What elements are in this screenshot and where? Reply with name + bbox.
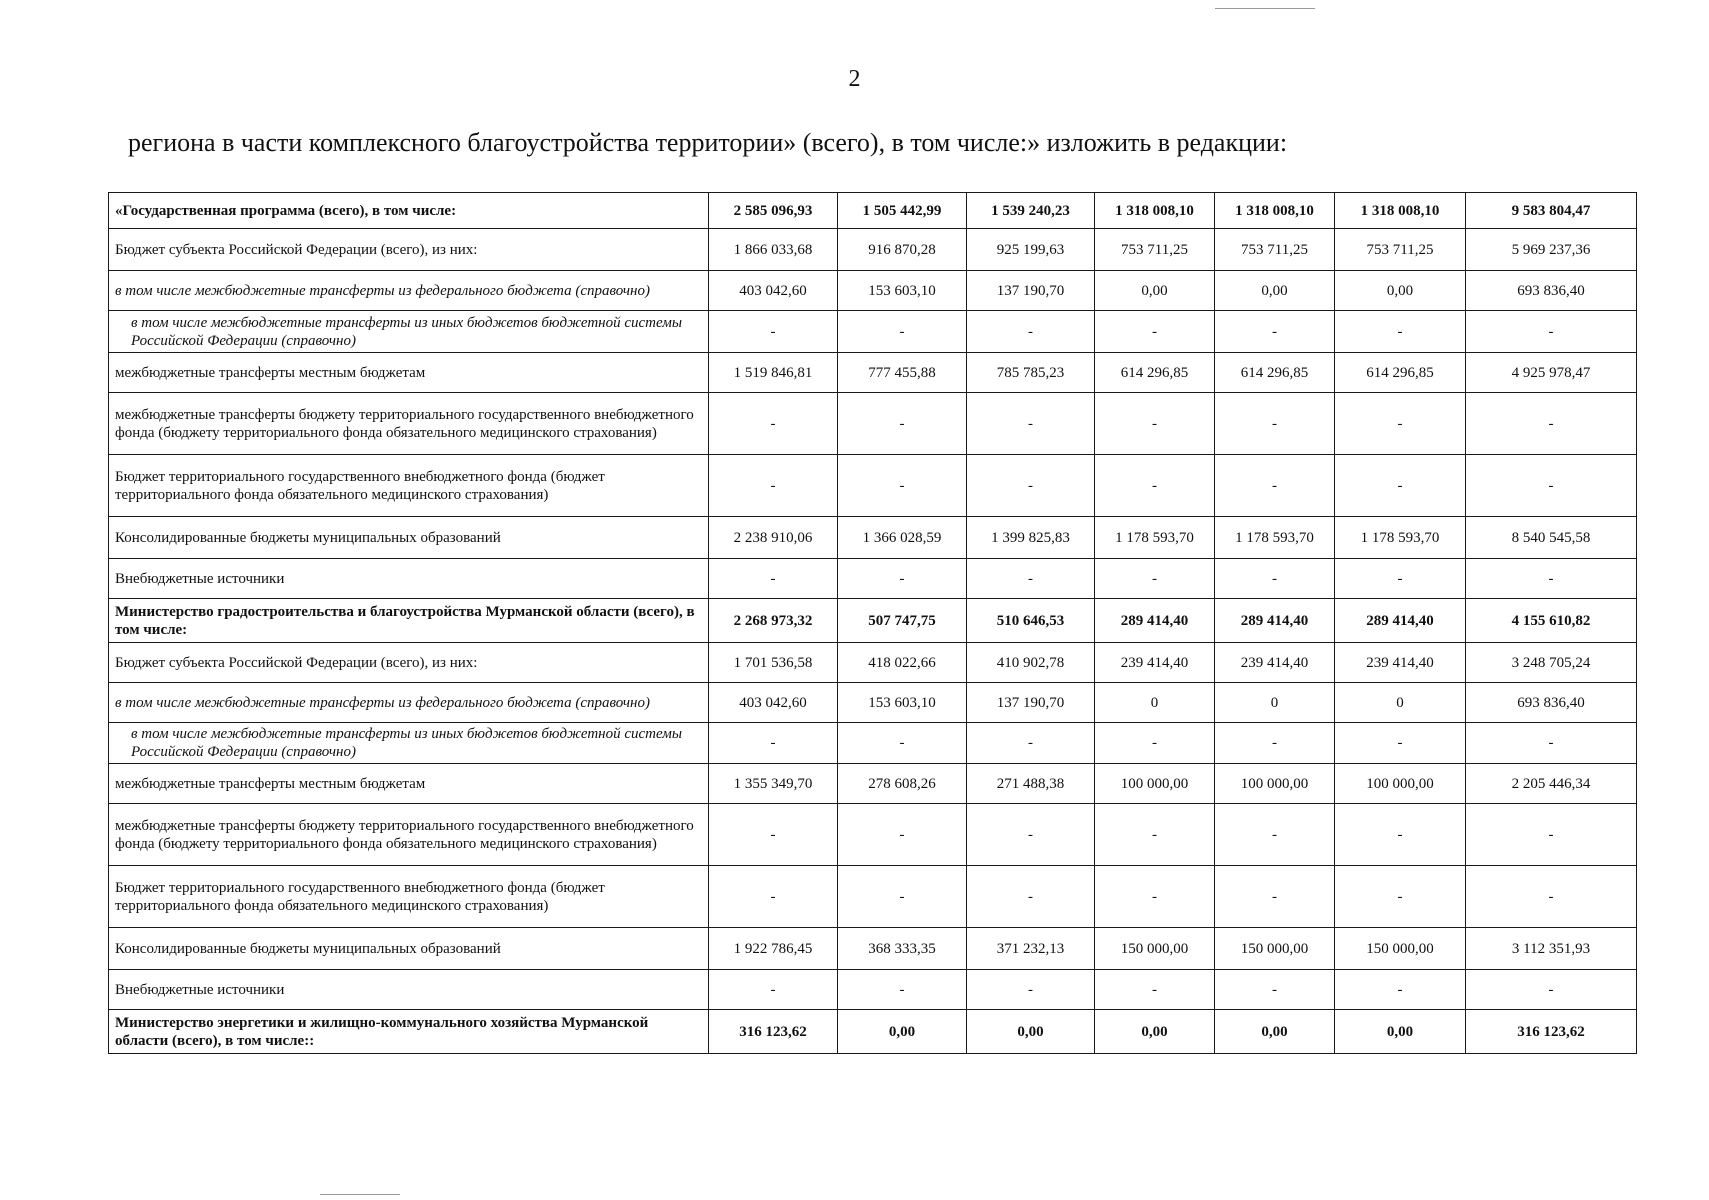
value-cell: - (838, 393, 967, 455)
value-cell: - (1095, 311, 1215, 353)
value-cell: 371 232,13 (967, 928, 1095, 970)
value-cell: - (709, 455, 838, 517)
value-cell: - (967, 455, 1095, 517)
value-cell: - (967, 723, 1095, 764)
row-label: Бюджет территориального государственного внебюджетного фонда (бюджет территориального фонда обязательного медицинского страхования) (109, 455, 709, 517)
value-cell: 1 866 033,68 (709, 229, 838, 271)
value-cell: 316 123,62 (709, 1010, 838, 1054)
value-cell: - (709, 866, 838, 928)
value-cell: - (838, 723, 967, 764)
value-cell: 0,00 (1095, 271, 1215, 311)
value-cell: 1 399 825,83 (967, 517, 1095, 559)
value-cell: - (838, 455, 967, 517)
value-cell: - (1215, 455, 1335, 517)
value-cell: 3 248 705,24 (1466, 643, 1637, 683)
value-cell: - (1095, 970, 1215, 1010)
table-row (109, 683, 1637, 723)
value-cell: 925 199,63 (967, 229, 1095, 271)
value-cell: 2 585 096,93 (709, 193, 838, 229)
row-label: межбюджетные трансферты бюджету территориального государственного внебюджетного фонда (бюджету территориального фонда обязательного медицинского страхования) (109, 804, 709, 866)
value-cell: 1 519 846,81 (709, 353, 838, 393)
table-row (109, 455, 1637, 517)
intro-text: региона в части комплексного благоустройства территории» (всего), в том числе:» изложить в редакции: (128, 128, 1288, 157)
value-cell: - (1335, 866, 1466, 928)
value-cell: 271 488,38 (967, 764, 1095, 804)
value-cell: - (1466, 455, 1637, 517)
value-cell: 418 022,66 (838, 643, 967, 683)
value-cell: 100 000,00 (1215, 764, 1335, 804)
value-cell: - (1466, 723, 1637, 764)
table-row (109, 311, 1637, 353)
value-cell: - (838, 804, 967, 866)
value-cell: - (967, 866, 1095, 928)
value-cell: 753 711,25 (1095, 229, 1215, 271)
budget-table-body (109, 193, 1637, 1054)
value-cell: 1 178 593,70 (1095, 517, 1215, 559)
value-cell: 1 318 008,10 (1335, 193, 1466, 229)
value-cell: - (1466, 970, 1637, 1010)
value-cell: 150 000,00 (1215, 928, 1335, 970)
value-cell: - (1215, 559, 1335, 599)
row-label: межбюджетные трансферты бюджету территориального государственного внебюджетного фонда (бюджету территориального фонда обязательного медицинского страхования) (109, 393, 709, 455)
value-cell: 753 711,25 (1335, 229, 1466, 271)
value-cell: - (709, 311, 838, 353)
table-row (109, 517, 1637, 559)
value-cell: 0,00 (1215, 1010, 1335, 1054)
value-cell: - (1095, 866, 1215, 928)
row-label: Бюджет территориального государственного внебюджетного фонда (бюджет территориального фонда обязательного медицинского страхования) (109, 866, 709, 928)
table-row (109, 559, 1637, 599)
value-cell: 693 836,40 (1466, 271, 1637, 311)
value-cell: - (1466, 393, 1637, 455)
value-cell: 916 870,28 (838, 229, 967, 271)
value-cell: 3 112 351,93 (1466, 928, 1637, 970)
value-cell: - (1335, 970, 1466, 1010)
value-cell: 153 603,10 (838, 271, 967, 311)
value-cell: - (1466, 311, 1637, 353)
value-cell: 777 455,88 (838, 353, 967, 393)
row-label: в том числе межбюджетные трансферты из федерального бюджета (справочно) (109, 271, 709, 311)
value-cell: - (709, 393, 838, 455)
value-cell: - (1215, 311, 1335, 353)
value-cell: - (838, 311, 967, 353)
row-label: в том числе межбюджетные трансферты из иных бюджетов бюджетной системы Российской Федерации (справочно) (109, 723, 709, 764)
value-cell: - (1215, 723, 1335, 764)
value-cell: - (967, 393, 1095, 455)
value-cell: - (1215, 393, 1335, 455)
value-cell: 150 000,00 (1095, 928, 1215, 970)
value-cell: - (709, 804, 838, 866)
table-row (109, 271, 1637, 311)
value-cell: - (1095, 393, 1215, 455)
value-cell: 693 836,40 (1466, 683, 1637, 723)
value-cell: 100 000,00 (1095, 764, 1215, 804)
value-cell: 316 123,62 (1466, 1010, 1637, 1054)
table-row (109, 193, 1637, 229)
value-cell: - (709, 970, 838, 1010)
table-row (109, 643, 1637, 683)
table-row (109, 393, 1637, 455)
value-cell: 0 (1095, 683, 1215, 723)
table-row (109, 928, 1637, 970)
table-row (109, 764, 1637, 804)
row-label: в том числе межбюджетные трансферты из федерального бюджета (справочно) (109, 683, 709, 723)
table-row (109, 599, 1637, 643)
table-row (109, 866, 1637, 928)
row-label: Консолидированные бюджеты муниципальных образований (109, 517, 709, 559)
value-cell: 239 414,40 (1215, 643, 1335, 683)
value-cell: 1 701 536,58 (709, 643, 838, 683)
row-label: «Государственная программа (всего), в том числе: (109, 193, 709, 229)
value-cell: 150 000,00 (1335, 928, 1466, 970)
value-cell: 0,00 (1215, 271, 1335, 311)
value-cell: 239 414,40 (1335, 643, 1466, 683)
row-label: Министерство градостроительства и благоустройства Мурманской области (всего), в том числе: (109, 599, 709, 643)
value-cell: - (1335, 311, 1466, 353)
value-cell: - (1335, 559, 1466, 599)
value-cell: 0 (1215, 683, 1335, 723)
value-cell: 410 902,78 (967, 643, 1095, 683)
value-cell: 289 414,40 (1215, 599, 1335, 643)
value-cell: - (838, 866, 967, 928)
value-cell: - (967, 311, 1095, 353)
value-cell: 403 042,60 (709, 271, 838, 311)
value-cell: 1 178 593,70 (1335, 517, 1466, 559)
value-cell: 614 296,85 (1335, 353, 1466, 393)
value-cell: - (1466, 804, 1637, 866)
row-label: Консолидированные бюджеты муниципальных образований (109, 928, 709, 970)
value-cell: - (1335, 804, 1466, 866)
value-cell: - (1215, 804, 1335, 866)
value-cell: 614 296,85 (1215, 353, 1335, 393)
value-cell: 0,00 (967, 1010, 1095, 1054)
table-row (109, 723, 1637, 764)
value-cell: 0,00 (1335, 1010, 1466, 1054)
value-cell: 2 205 446,34 (1466, 764, 1637, 804)
value-cell: - (838, 559, 967, 599)
value-cell: 4 925 978,47 (1466, 353, 1637, 393)
value-cell: 4 155 610,82 (1466, 599, 1637, 643)
scan-artifact-top (1215, 8, 1315, 9)
row-label: межбюджетные трансферты местным бюджетам (109, 764, 709, 804)
table-row (109, 1010, 1637, 1054)
value-cell: 2 268 973,32 (709, 599, 838, 643)
value-cell: 1 355 349,70 (709, 764, 838, 804)
value-cell: 0,00 (1095, 1010, 1215, 1054)
value-cell: 8 540 545,58 (1466, 517, 1637, 559)
value-cell: 510 646,53 (967, 599, 1095, 643)
value-cell: 507 747,75 (838, 599, 967, 643)
value-cell: - (1095, 559, 1215, 599)
value-cell: 403 042,60 (709, 683, 838, 723)
table-row (109, 970, 1637, 1010)
value-cell: - (1095, 804, 1215, 866)
table-row (109, 804, 1637, 866)
row-label: межбюджетные трансферты местным бюджетам (109, 353, 709, 393)
value-cell: 0 (1335, 683, 1466, 723)
value-cell: - (1466, 559, 1637, 599)
value-cell: 368 333,35 (838, 928, 967, 970)
value-cell: 0,00 (1335, 271, 1466, 311)
value-cell: 239 414,40 (1095, 643, 1215, 683)
value-cell: 100 000,00 (1335, 764, 1466, 804)
value-cell: - (1335, 723, 1466, 764)
value-cell: 289 414,40 (1095, 599, 1215, 643)
value-cell: - (967, 559, 1095, 599)
budget-table (108, 192, 1637, 1054)
value-cell: 137 190,70 (967, 683, 1095, 723)
value-cell: 785 785,23 (967, 353, 1095, 393)
value-cell: 278 608,26 (838, 764, 967, 804)
value-cell: 153 603,10 (838, 683, 967, 723)
value-cell: - (709, 723, 838, 764)
table-row (109, 229, 1637, 271)
value-cell: 1 318 008,10 (1095, 193, 1215, 229)
row-label: в том числе межбюджетные трансферты из иных бюджетов бюджетной системы Российской Федерации (справочно) (109, 311, 709, 353)
value-cell: - (1335, 393, 1466, 455)
row-label: Министерство энергетики и жилищно-коммунального хозяйства Мурманской области (всего), в том числе:: (109, 1010, 709, 1054)
value-cell: 289 414,40 (1335, 599, 1466, 643)
value-cell: 137 190,70 (967, 271, 1095, 311)
value-cell: 753 711,25 (1215, 229, 1335, 271)
value-cell: 614 296,85 (1095, 353, 1215, 393)
row-label: Внебюджетные источники (109, 559, 709, 599)
value-cell: 0,00 (838, 1010, 967, 1054)
scan-artifact-bottom (320, 1194, 400, 1195)
value-cell: - (838, 970, 967, 1010)
value-cell: - (967, 970, 1095, 1010)
value-cell: - (1095, 723, 1215, 764)
value-cell: 1 178 593,70 (1215, 517, 1335, 559)
value-cell: 9 583 804,47 (1466, 193, 1637, 229)
value-cell: - (967, 804, 1095, 866)
value-cell: 1 922 786,45 (709, 928, 838, 970)
row-label: Бюджет субъекта Российской Федерации (всего), из них: (109, 229, 709, 271)
value-cell: 1 539 240,23 (967, 193, 1095, 229)
value-cell: - (1215, 866, 1335, 928)
value-cell: - (1095, 455, 1215, 517)
row-label: Внебюджетные источники (109, 970, 709, 1010)
value-cell: 1 318 008,10 (1215, 193, 1335, 229)
row-label: Бюджет субъекта Российской Федерации (всего), из них: (109, 643, 709, 683)
value-cell: - (1215, 970, 1335, 1010)
value-cell: 1 366 028,59 (838, 517, 967, 559)
value-cell: 1 505 442,99 (838, 193, 967, 229)
value-cell: - (1335, 455, 1466, 517)
value-cell: 5 969 237,36 (1466, 229, 1637, 271)
value-cell: - (1466, 866, 1637, 928)
page-number: 2 (848, 66, 861, 92)
value-cell: 2 238 910,06 (709, 517, 838, 559)
value-cell: - (709, 559, 838, 599)
table-row (109, 353, 1637, 393)
